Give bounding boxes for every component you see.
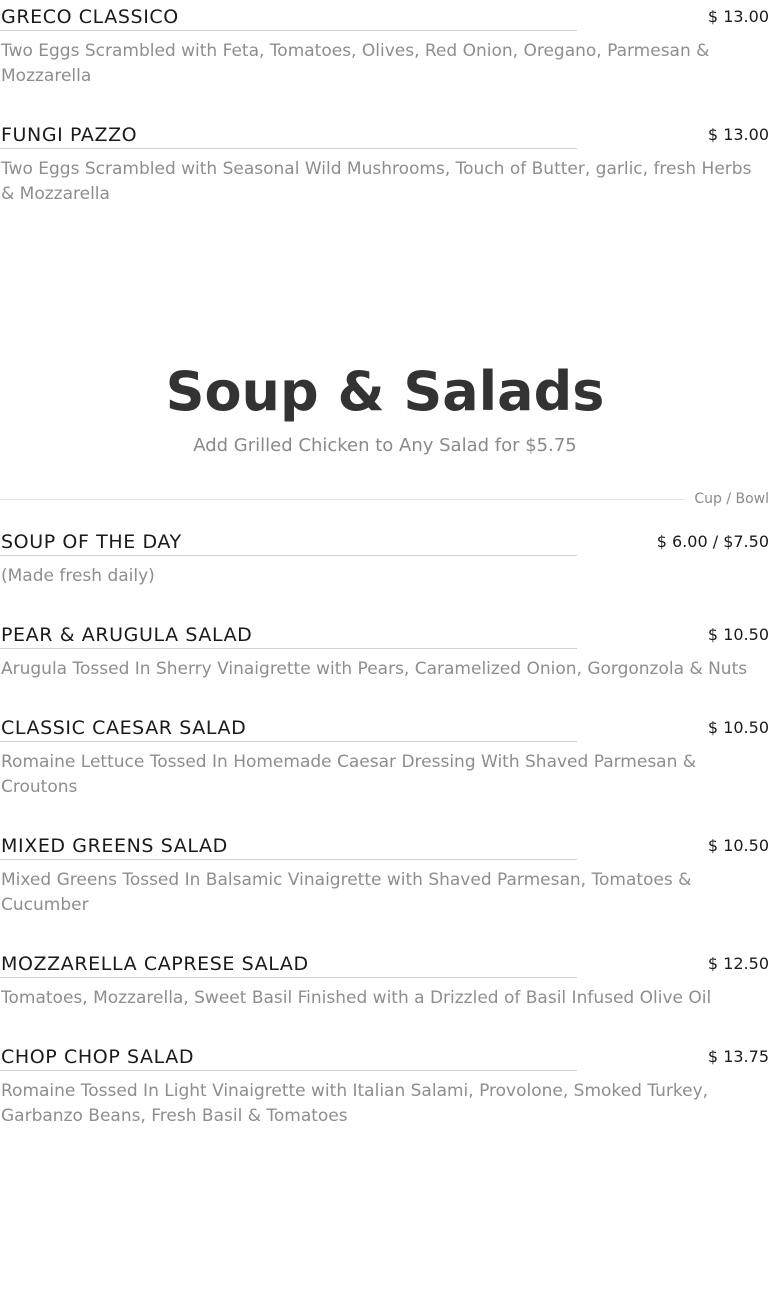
item-description: Romaine Tossed In Light Vinaigrette with Italian Salami, Provolone, Smoked Turkey, Garbanzo Beans, Fresh Basil & Tomatoes: [1, 1081, 709, 1126]
item-price: $ 10.50: [707, 718, 769, 737]
item-name: GRECO CLASSICO: [1, 6, 179, 28]
item-divider: [0, 30, 577, 31]
item-description: Two Eggs Scrambled with Seasonal Wild Mushrooms, Touch of Butter, garlic, fresh Herbs & Mozzarella: [1, 159, 752, 204]
column-label: Cup / Bowl: [694, 491, 769, 507]
item-description: Two Eggs Scrambled with Feta, Tomatoes, Olives, Red Onion, Oregano, Parmesan & Mozzarella: [1, 41, 710, 86]
item-price: $ 10.50: [707, 625, 769, 644]
column-header-divider: [0, 499, 685, 500]
item-name: PEAR & ARUGULA SALAD: [1, 624, 253, 646]
item-divider: [0, 1070, 577, 1071]
item-name: MOZZARELLA CAPRESE SALAD: [1, 953, 309, 975]
item-divider: [0, 977, 577, 978]
section-subtitle: Add Grilled Chicken to Any Salad for $5.75: [193, 435, 577, 456]
item-description: Arugula Tossed In Sherry Vinaigrette with Pears, Caramelized Onion, Gorgonzola & Nuts: [1, 659, 748, 679]
item-divider: [0, 555, 577, 556]
item-name: CHOP CHOP SALAD: [1, 1046, 195, 1068]
item-description: Romaine Lettuce Tossed In Homemade Caesar Dressing With Shaved Parmesan & Croutons: [1, 752, 697, 797]
item-name: SOUP OF THE DAY: [1, 531, 182, 553]
item-name: CLASSIC CAESAR SALAD: [1, 717, 247, 739]
item-divider: [0, 148, 577, 149]
item-description: Tomatoes, Mozzarella, Sweet Basil Finished with a Drizzled of Basil Infused Olive Oil: [1, 988, 712, 1008]
item-price: $ 13.00: [707, 125, 769, 144]
item-divider: [0, 741, 577, 742]
item-divider: [0, 648, 577, 649]
item-divider: [0, 859, 577, 860]
item-price: $ 12.50: [707, 954, 769, 973]
item-description: Mixed Greens Tossed In Balsamic Vinaigrette with Shaved Parmesan, Tomatoes & Cucumber: [1, 870, 692, 915]
item-price: $ 13.75: [707, 1047, 769, 1066]
item-description: (Made fresh daily): [1, 566, 155, 586]
item-price: $ 13.00: [707, 7, 769, 26]
item-name: MIXED GREENS SALAD: [1, 835, 228, 857]
item-price: $ 6.00 / $7.50: [656, 532, 769, 551]
item-name: FUNGI PAZZO: [1, 124, 138, 146]
section-title: Soup & Salads: [165, 360, 605, 423]
item-price: $ 10.50: [707, 836, 769, 855]
